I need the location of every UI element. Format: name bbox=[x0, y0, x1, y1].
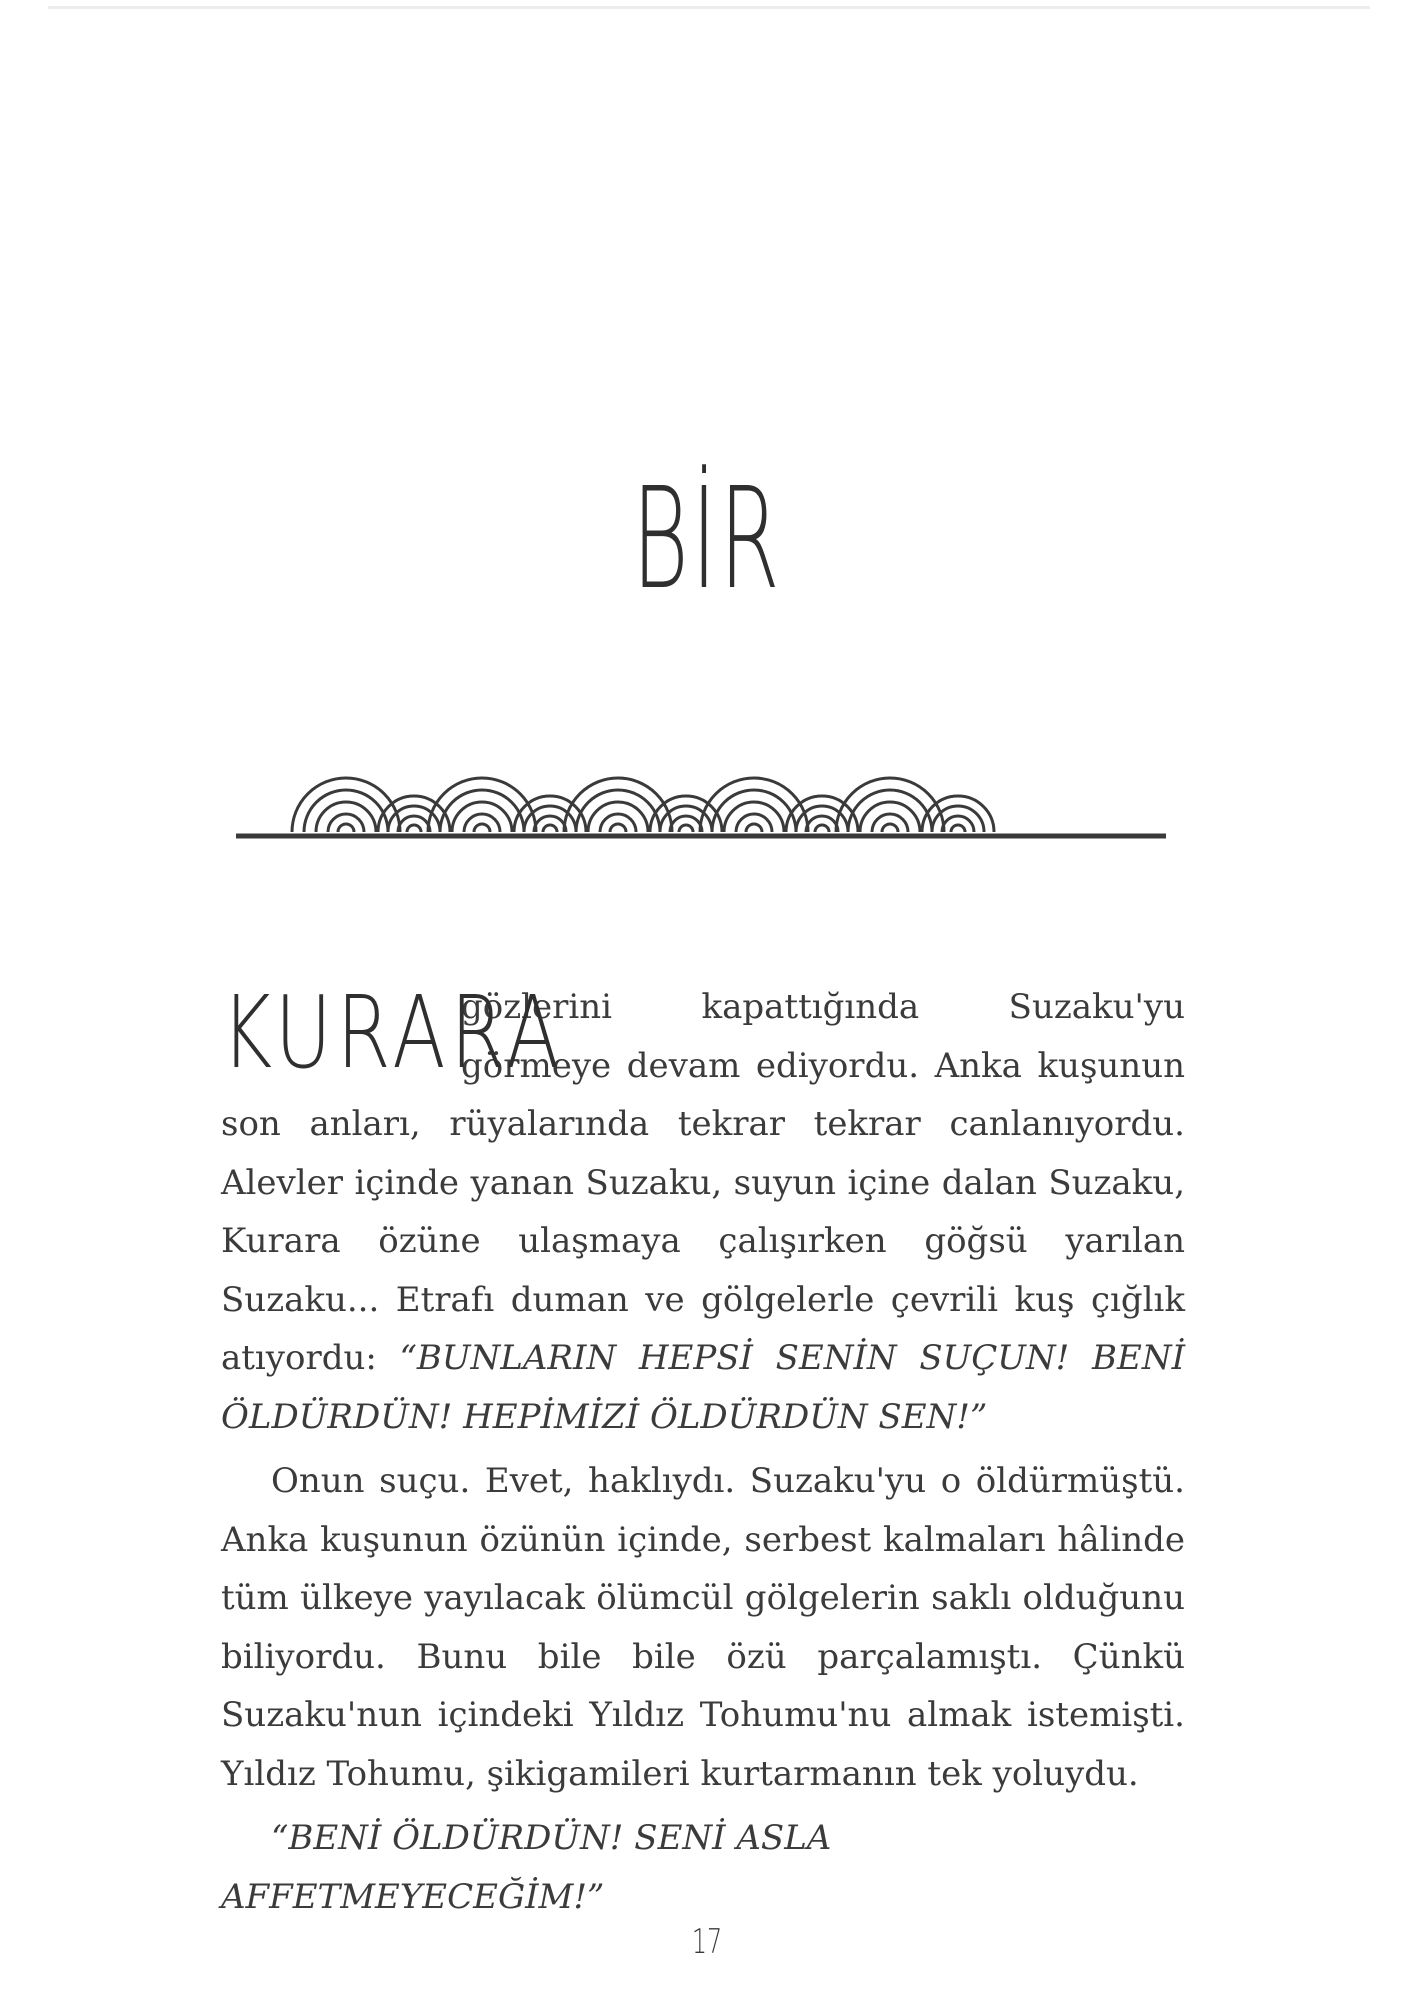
paragraph-first-quote: “BUNLARIN HEPSİ SENİN SUÇUN! BENİ ÖLDÜRDÜN! HEPİMİZİ ÖLDÜRDÜN SEN!” bbox=[221, 1338, 1185, 1437]
ornament-arch bbox=[452, 802, 512, 832]
ornament-arch bbox=[724, 802, 784, 832]
wave-ornament bbox=[236, 762, 1166, 846]
paragraph-first-text: gözlerini kapattığında Suzaku'yu görmeye devam ediyordu. Anka kuşunun son anları, rüyalarında tekrar tekrar canlanıyordu. Alevler içinde yanan Suzaku, suyun içine dalan Suzaku, Kurara özüne ulaşmaya çalışırken göğsü yarılan Suzaku... Etrafı duman ve gölgelerle çevrili kuş çığlık atıyordu: bbox=[221, 987, 1185, 1378]
ornament-arch bbox=[407, 825, 421, 832]
ornament-arch bbox=[543, 825, 557, 832]
ornament-arch bbox=[474, 824, 490, 832]
paragraph-third-quote: “BENİ ÖLDÜRDÜN! SENİ ASLA AFFETMEYECEĞİM!” bbox=[221, 1818, 832, 1917]
paragraph-second: Onun suçu. Evet, haklıydı. Suzaku'yu o öldürmüştü. Anka kuşunun özünün içinde, serbest kalmaları hâlinde tüm ülkeye yayılacak ölümcül gölgelerin saklı olduğunu biliyordu. Bunu bile bile özü parçalamıştı. Çünkü Suzaku'nun içindeki Yıldız Tohumu'nu almak istemişti. Yıldız Tohumu, şikigamileri kurtarmanın tek yoluydu. bbox=[221, 1461, 1185, 1794]
page-number: 17 bbox=[691, 1922, 723, 1962]
ornament-arch bbox=[610, 824, 626, 832]
chapter-title: BİR bbox=[631, 458, 783, 621]
dropcap-name: KURARA bbox=[221, 974, 565, 1091]
chapter-body bbox=[221, 974, 1185, 1926]
ornament-arch bbox=[951, 825, 965, 832]
top-border-line bbox=[48, 6, 1370, 9]
ornament-arch bbox=[679, 825, 693, 832]
ornament-arch bbox=[815, 825, 829, 832]
ornament-arch bbox=[860, 802, 920, 832]
ornament-arch bbox=[588, 802, 648, 832]
ornament-arch bbox=[882, 824, 898, 832]
ornament-arch bbox=[316, 802, 376, 832]
ornament-arch bbox=[338, 824, 354, 832]
ornament-arch bbox=[746, 824, 762, 832]
paragraph-first bbox=[221, 974, 1185, 1446]
